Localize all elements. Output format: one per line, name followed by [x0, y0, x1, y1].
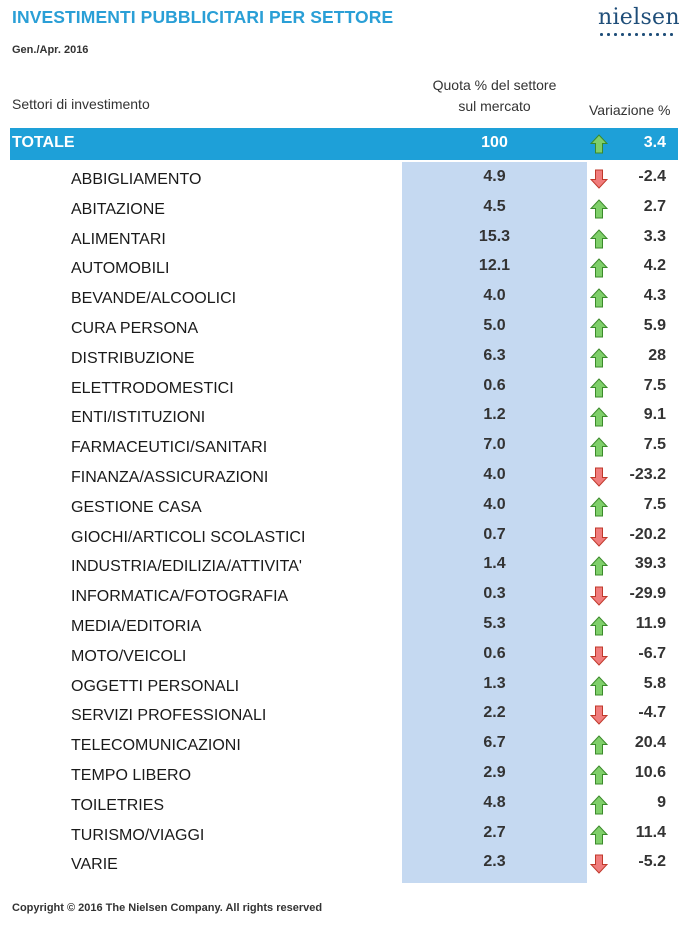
table-row: [0, 730, 694, 760]
table-row: [0, 432, 694, 462]
sector-label: INDUSTRIA/EDILIZIA/ATTIVITA': [71, 558, 302, 576]
quota-value: 5.0: [483, 317, 506, 334]
sector-label: ABITAZIONE: [71, 200, 165, 218]
variation-value: 20.4: [634, 734, 666, 752]
table-row: [0, 402, 694, 432]
table-row: [0, 194, 694, 224]
total-variation: 3.4: [643, 134, 666, 151]
sector-label: VARIE: [71, 856, 118, 874]
period-label: Gen./Apr. 2016: [12, 44, 89, 56]
chart-title: INVESTIMENTI PUBBLICITARI PER SETTORE: [12, 7, 394, 27]
quota-value: 15.3: [478, 227, 511, 245]
sector-label: TELECOMUNICAZIONI: [71, 737, 241, 755]
table-row: [0, 164, 694, 194]
quota-value: 1.2: [483, 406, 506, 424]
sector-label: TOILETRIES: [71, 796, 165, 814]
total-quota: 100: [481, 134, 508, 151]
total-label: TOTALE: [12, 134, 75, 151]
column-header-sector: Settori di investimento: [12, 96, 150, 112]
quota-value: 2.9: [483, 764, 506, 781]
table-row: [0, 671, 694, 701]
variation-value: 11.4: [635, 823, 666, 841]
quota-value: 5.3: [483, 615, 506, 632]
sector-label: TURISMO/VIAGGI: [71, 826, 205, 844]
variation-value: 7.5: [643, 376, 666, 394]
sector-label: ELETTRODOMESTICI: [71, 379, 234, 397]
sector-label: FINANZA/ASSICURAZIONI: [71, 469, 269, 486]
sector-label: TEMPO LIBERO: [71, 767, 192, 784]
variation-value: 4.2: [643, 257, 666, 275]
column-header-quota-line2: sul mercato: [458, 98, 531, 114]
variation-value: 5.8: [643, 674, 666, 692]
table-row: [0, 462, 694, 492]
table-row: [0, 373, 694, 403]
nielsen-logo: [598, 4, 678, 44]
table-row: [0, 313, 694, 343]
sector-label: ENTI/ISTITUZIONI: [71, 409, 206, 427]
variation-value: -23.2: [629, 466, 666, 483]
sector-label: CURA PERSONA: [71, 320, 199, 337]
variation-value: -29.9: [629, 585, 666, 603]
variation-value: 11.9: [635, 615, 666, 632]
quota-value: 0.6: [483, 376, 506, 394]
table-row: [0, 224, 694, 254]
quota-value: 4.0: [483, 466, 506, 483]
table-row: [0, 611, 694, 641]
copyright-footer: Copyright © 2016 The Nielsen Company. All rights reserved: [12, 902, 323, 914]
table-row: [0, 760, 694, 790]
sector-label: SERVIZI PROFESSIONALI: [71, 707, 267, 725]
quota-value: 7.0: [483, 436, 506, 454]
logo-text: nielsen: [598, 5, 680, 30]
variation-value: 2.7: [643, 197, 666, 215]
table-row: [0, 522, 694, 552]
table-row: [0, 849, 694, 879]
quota-value: 2.2: [483, 704, 506, 722]
quota-value: 4.0: [483, 287, 506, 305]
variation-value: 9: [657, 793, 666, 811]
quota-value: 2.7: [483, 823, 506, 841]
sector-label: DISTRIBUZIONE: [71, 349, 195, 367]
column-header-quota: [402, 75, 587, 117]
quota-value: 1.4: [483, 555, 506, 573]
variation-value: 9.1: [643, 406, 666, 424]
variation-value: 39.3: [634, 555, 666, 573]
variation-value: 3.3: [643, 227, 666, 245]
table-row: [0, 253, 694, 283]
table-row: [0, 581, 694, 611]
variation-value: -4.7: [638, 704, 666, 722]
sector-label: MOTO/VEICOLI: [71, 647, 187, 665]
sector-label: GIOCHI/ARTICOLI SCOLASTICI: [71, 528, 306, 546]
quota-value: 6.3: [483, 346, 506, 364]
variation-value: -6.7: [638, 644, 666, 662]
table-row: [0, 790, 694, 820]
table-row: [0, 551, 694, 581]
quota-value: 4.5: [483, 197, 506, 215]
table-row: [0, 283, 694, 313]
quota-value: 4.9: [483, 168, 506, 185]
variation-value: 10.6: [634, 764, 666, 781]
variation-value: 4.3: [643, 287, 666, 305]
variation-value: 7.5: [643, 436, 666, 454]
variation-value: 7.5: [643, 495, 666, 513]
table-row: [0, 343, 694, 373]
sector-label: BEVANDE/ALCOOLICI: [71, 290, 237, 308]
sector-label: OGGETTI PERSONALI: [71, 677, 240, 695]
sector-label: INFORMATICA/FOTOGRAFIA: [71, 588, 289, 606]
quota-value: 6.7: [483, 734, 506, 752]
variation-value: -5.2: [638, 853, 666, 871]
variation-value: 5.9: [643, 317, 666, 334]
quota-value: 0.7: [483, 525, 506, 543]
quota-value: 1.3: [483, 674, 506, 692]
quota-value: 0.6: [483, 644, 506, 662]
quota-value: 12.1: [478, 257, 511, 275]
variation-value: -2.4: [638, 168, 666, 185]
quota-value: 0.3: [483, 585, 506, 603]
table-row: [0, 641, 694, 671]
quota-value: 2.3: [483, 853, 506, 871]
column-header-quota-line1: Quota % del settore: [432, 77, 557, 93]
column-header-variation: Variazione %: [589, 102, 671, 118]
table-row: [0, 492, 694, 522]
quota-value: 4.8: [483, 793, 506, 811]
sector-label: AUTOMOBILI: [71, 260, 170, 278]
table-row: [0, 700, 694, 730]
variation-value: -20.2: [629, 525, 666, 543]
sector-label: GESTIONE CASA: [71, 498, 202, 516]
quota-value: 4.0: [483, 495, 506, 513]
sector-label: ABBIGLIAMENTO: [71, 171, 202, 188]
logo-dots: [600, 33, 678, 36]
sector-label: FARMACEUTICI/SANITARI: [71, 439, 268, 457]
table-row: [0, 820, 694, 850]
sector-label: ALIMENTARI: [71, 230, 166, 248]
sector-label: MEDIA/EDITORIA: [71, 618, 202, 635]
variation-value: 28: [648, 346, 666, 364]
